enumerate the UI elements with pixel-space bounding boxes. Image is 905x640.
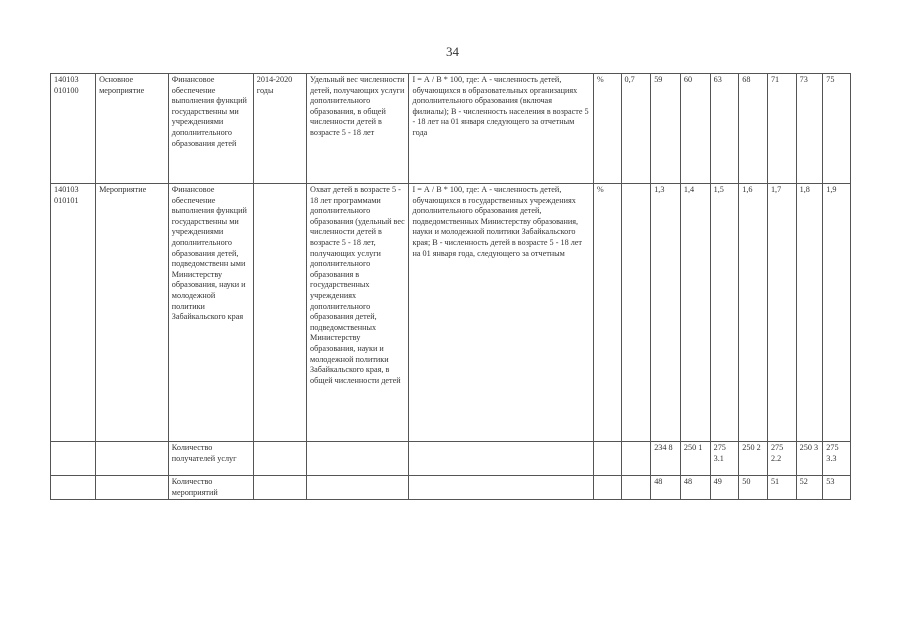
indicator-cell: [307, 442, 409, 476]
value-cell: 275 2.2: [767, 442, 796, 476]
table-row: [51, 184, 851, 442]
formula-cell: I = А / В * 100, где: А - численность детей, обучающихся в образовательных организациях дополнительного образования (включая филиалы); В - численность населения в возрасте 5 - 18 лет на 01 января следующего за отчетным года: [409, 74, 593, 184]
value-cell: 250 3: [796, 442, 823, 476]
value-cell: 1,8: [796, 184, 823, 442]
unit-cell: [593, 476, 621, 500]
name-cell: Количество получателей услуг: [168, 442, 253, 476]
period-cell: [253, 442, 306, 476]
value-cell: 73: [796, 74, 823, 184]
indicator-cell: Удельный вес численности детей, получающих услуги дополнительного образования, в общей численности детей в возрасте 5 - 18 лет: [307, 74, 409, 184]
period-cell: [253, 476, 306, 500]
value-cell: 48: [680, 476, 710, 500]
table-row: [51, 476, 851, 500]
value-cell: 1,3: [651, 184, 681, 442]
name-cell: Финансовое обеспечение выполнения функций государственны ми учреждениями дополнительного образования детей: [168, 74, 253, 184]
value-cell: 250 2: [739, 442, 768, 476]
value-cell: 60: [680, 74, 710, 184]
value-cell: 1,7: [767, 184, 796, 442]
value-cell: 53: [823, 476, 851, 500]
program-table: [50, 73, 851, 500]
value-cell: 68: [739, 74, 768, 184]
indicator-cell: [307, 476, 409, 500]
value-cell: 75: [823, 74, 851, 184]
formula-cell: I = А / В * 100, где: А - численность детей, обучающихся в государственных учреждениях дополнительного образования детей, подведомственных Министерству образования, науки и молодежной политики Забайкальского края; В - численность детей в возрасте 5 - 18 лет на 01 января года, следующего за отчетным: [409, 184, 593, 442]
value-cell: 71: [767, 74, 796, 184]
value-cell: 1,5: [710, 184, 739, 442]
type-cell: Мероприятие: [96, 184, 169, 442]
value-cell: 250 1: [680, 442, 710, 476]
value-cell: 275 3.3: [823, 442, 851, 476]
name-cell: Количество мероприятий: [168, 476, 253, 500]
type-cell: [96, 476, 169, 500]
value-cell: 63: [710, 74, 739, 184]
base-value-cell: 0,7: [621, 74, 651, 184]
value-cell: 234 8: [651, 442, 681, 476]
unit-cell: %: [593, 184, 621, 442]
table-row: [51, 442, 851, 476]
period-cell: 2014-2020 годы: [253, 74, 306, 184]
type-cell: Основное мероприятие: [96, 74, 169, 184]
code-cell: 140103 010101: [51, 184, 96, 442]
value-cell: 48: [651, 476, 681, 500]
value-cell: 1,4: [680, 184, 710, 442]
value-cell: 275 3.1: [710, 442, 739, 476]
base-value-cell: [621, 184, 651, 442]
indicator-cell: Охват детей в возрасте 5 - 18 лет программами дополнительного образования (удельный вес численности детей в возрасте 5 - 18 лет, получающих услуги дополнительного образования в государственных учреждениях дополнительного образования детей, подведомственных Министерству образования, науки и молодежной политики Забайкальского края, в общей численности детей: [307, 184, 409, 442]
table-row: [51, 74, 851, 184]
value-cell: 50: [739, 476, 768, 500]
base-value-cell: [621, 442, 651, 476]
code-cell: [51, 476, 96, 500]
base-value-cell: [621, 476, 651, 500]
name-cell: Финансовое обеспечение выполнения функций государственны ми учреждениями дополнительного образования детей, подведомственн ыми Министерству образования, науки и молодежной политики Забайкальского края: [168, 184, 253, 442]
page-number: 34: [446, 44, 459, 59]
code-cell: 140103 010100: [51, 74, 96, 184]
value-cell: 52: [796, 476, 823, 500]
value-cell: 51: [767, 476, 796, 500]
formula-cell: [409, 476, 593, 500]
code-cell: [51, 442, 96, 476]
type-cell: [96, 442, 169, 476]
value-cell: 1,6: [739, 184, 768, 442]
unit-cell: %: [593, 74, 621, 184]
period-cell: [253, 184, 306, 442]
value-cell: 1,9: [823, 184, 851, 442]
value-cell: 59: [651, 74, 681, 184]
formula-cell: [409, 442, 593, 476]
unit-cell: [593, 442, 621, 476]
value-cell: 49: [710, 476, 739, 500]
